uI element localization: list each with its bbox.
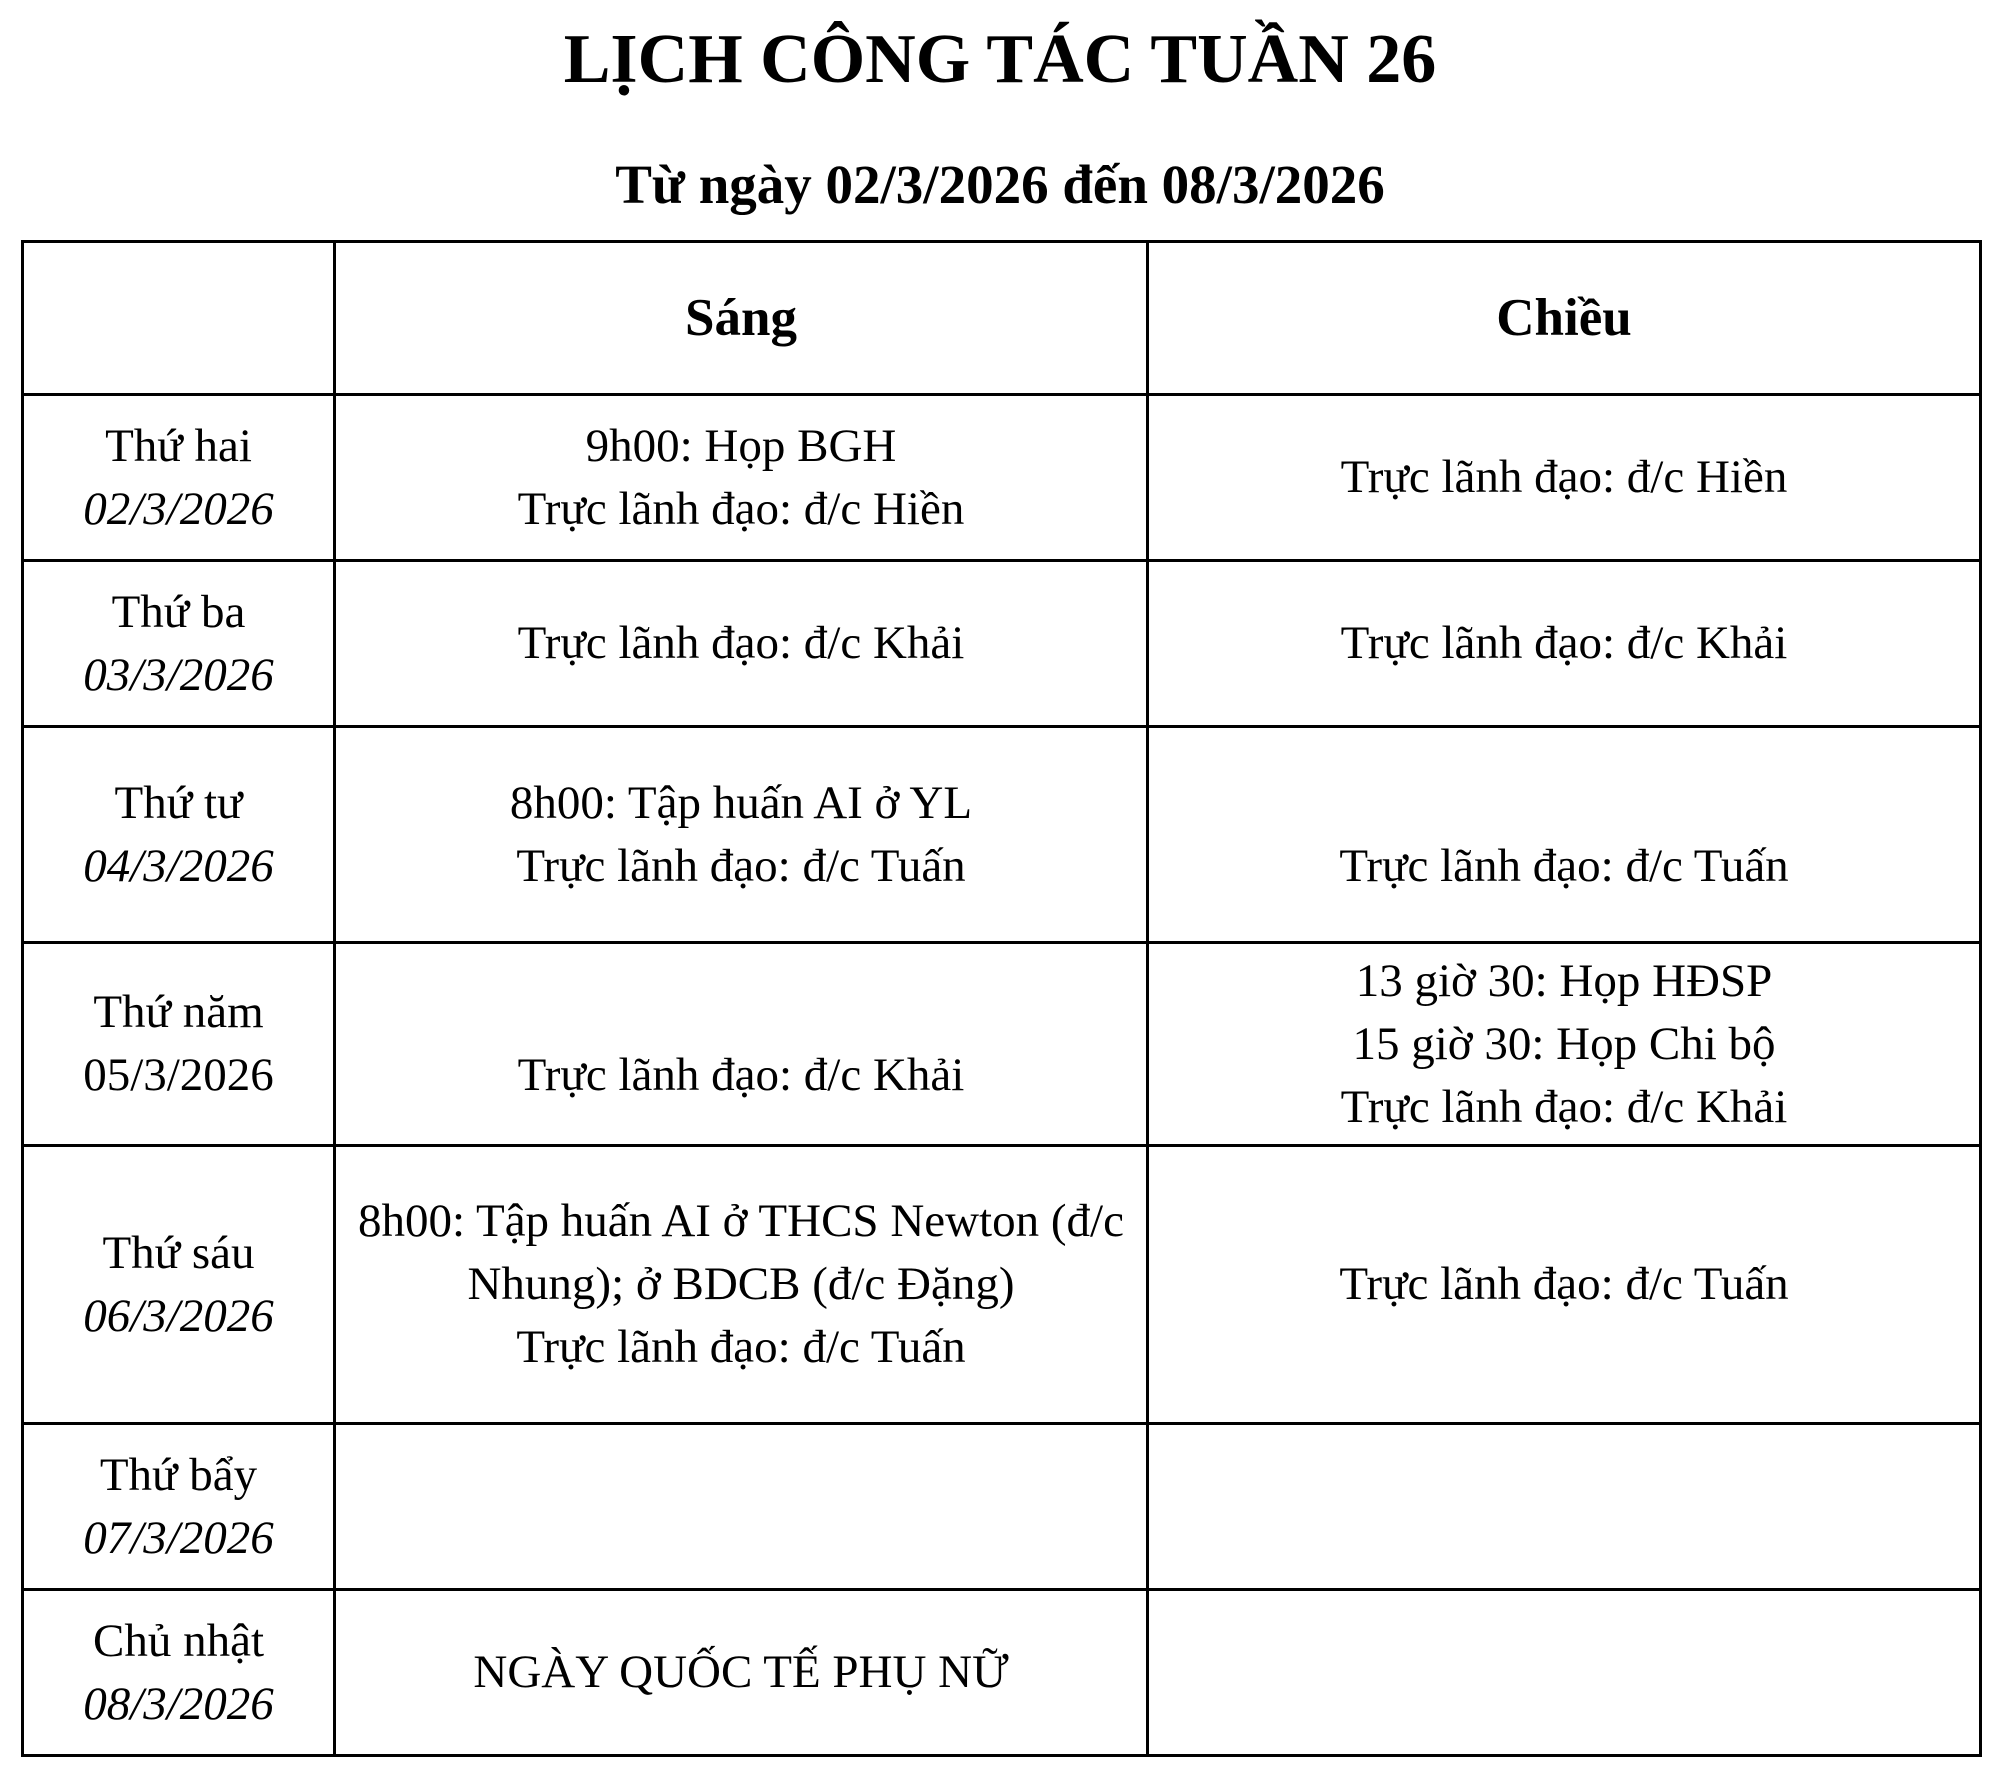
morning-cell [335,943,1148,1146]
afternoon-cell [1148,727,1981,943]
day-date: 02/3/2026 [83,482,274,535]
table-row [23,943,1981,1146]
entry-line: 13 giờ 30: Họp HĐSP [1355,954,1773,1007]
afternoon-cell [1148,395,1981,561]
day-date: 06/3/2026 [83,1289,274,1342]
entry-line: Trực lãnh đạo: đ/c Tuấn [1339,1258,1789,1310]
entry-line: Trực lãnh đạo: đ/c Tuấn [1339,839,1789,892]
day-date: 07/3/2026 [83,1511,274,1564]
entry-line: 8h00: Tập huấn AI ở THCS Newton (đ/c [358,1195,1124,1247]
day-date: 08/3/2026 [83,1677,274,1730]
entry-line: Nhung); ở BDCB (đ/c Đặng) [467,1258,1015,1310]
afternoon-cell [1148,1424,1981,1590]
morning-cell [335,561,1148,727]
day-name: Thứ sáu [102,1226,255,1279]
afternoon-cell [1148,1146,1981,1424]
header-day [23,242,335,395]
table-row [23,561,1981,727]
entry-line: Trực lãnh đạo: đ/c Khải [517,1049,965,1101]
day-date: 03/3/2026 [83,648,274,701]
day-name: Thứ hai [105,419,252,472]
day-name: Thứ tư [114,776,243,829]
entry-line: 15 giờ 30: Họp Chi bộ [1352,1017,1776,1070]
morning-cell [335,727,1148,943]
afternoon-cell [1148,943,1981,1146]
morning-cell [335,1146,1148,1424]
day-date: 04/3/2026 [83,839,274,892]
entry-line: Trực lãnh đạo: đ/c Khải [1340,617,1788,669]
afternoon-cell [1148,561,1981,727]
header-afternoon: Chiều [1148,242,1981,395]
morning-cell [335,1590,1148,1756]
entry-line: Trực lãnh đạo: đ/c Tuấn [516,839,966,892]
page-title: LỊCH CÔNG TÁC TUẦN 26 [563,21,1437,98]
page-subtitle: Từ ngày 02/3/2026 đến 08/3/2026 [615,154,1385,215]
morning-cell [335,395,1148,561]
table-row [23,1146,1981,1424]
entry-line: Trực lãnh đạo: đ/c Khải [517,617,965,669]
entry-line: NGÀY QUỐC TẾ PHỤ NỮ [473,1646,1009,1698]
day-name: Thứ năm [93,986,264,1038]
morning-cell [335,1424,1148,1590]
day-cell [23,727,335,943]
day-name: Chủ nhật [92,1614,265,1667]
day-date: 05/3/2026 [83,1049,274,1101]
table-row [23,1590,1981,1756]
day-cell [23,1146,335,1424]
table-row [23,395,1981,561]
day-cell [23,943,335,1146]
day-name: Thứ bẩy [99,1448,258,1501]
table-row [23,727,1981,943]
table-row [23,1424,1981,1590]
entry-line: Trực lãnh đạo: đ/c Hiền [517,482,965,535]
day-cell [23,561,335,727]
day-cell [23,1590,335,1756]
afternoon-cell [1148,1590,1981,1756]
entry-line: 8h00: Tập huấn AI ở YL [509,776,973,829]
day-cell [23,1424,335,1590]
day-name: Thứ ba [111,585,246,638]
schedule-table [21,240,1982,1757]
header-morning: Sáng [335,242,1148,395]
entry-line: Trực lãnh đạo: đ/c Tuấn [516,1321,966,1373]
entry-line: Trực lãnh đạo: đ/c Khải [1340,1080,1788,1133]
entry-line: 9h00: Họp BGH [585,419,897,472]
entry-line: Trực lãnh đạo: đ/c Hiền [1340,451,1788,503]
table-header-row [23,242,1981,395]
day-cell [23,395,335,561]
